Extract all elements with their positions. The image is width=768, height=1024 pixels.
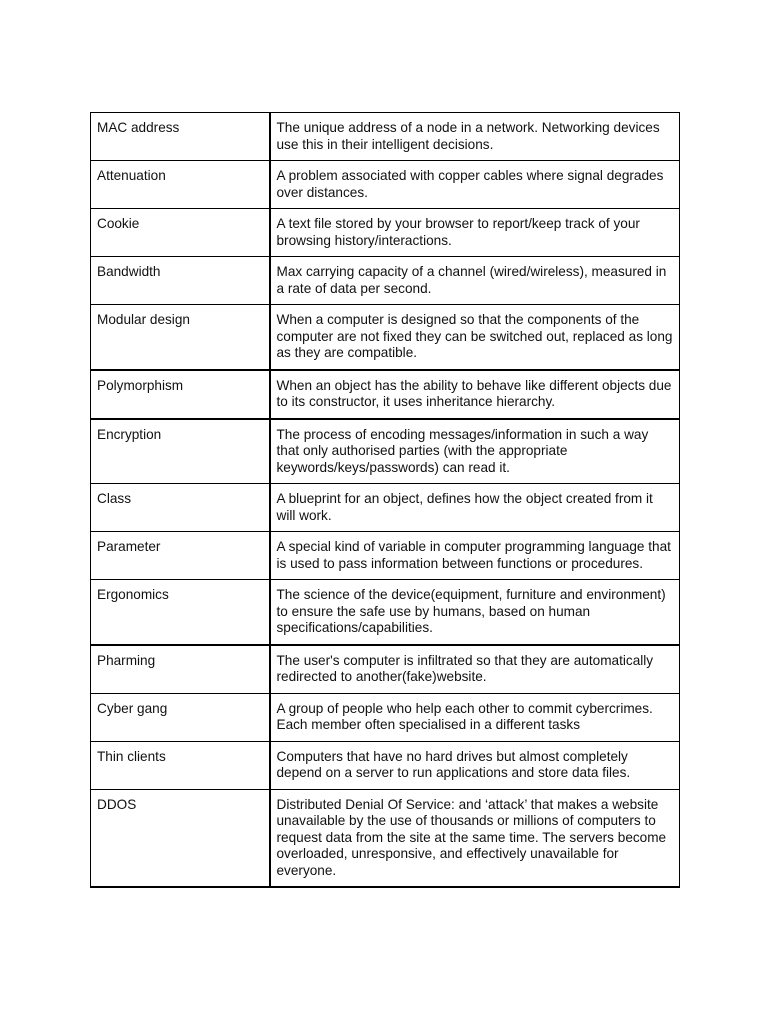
term-cell: Polymorphism — [91, 370, 270, 419]
table-row — [91, 370, 680, 419]
definition-cell: The user's computer is infiltrated so that they are automatically redirected to another(fake)website. — [270, 645, 680, 694]
term-cell: Pharming — [91, 645, 270, 694]
table-row — [91, 693, 680, 741]
definition-cell: When an object has the ability to behave like different objects due to its constructor, it uses inheritance hierarchy. — [270, 370, 680, 419]
term-cell: Cookie — [91, 209, 270, 257]
definition-cell: The unique address of a node in a network. Networking devices use this in their intelligent decisions. — [270, 113, 680, 161]
table-row — [91, 484, 680, 532]
definition-cell: A blueprint for an object, defines how the object created from it will work. — [270, 484, 680, 532]
table-row — [91, 580, 680, 645]
definition-cell: Max carrying capacity of a channel (wired/wireless), measured in a rate of data per second. — [270, 257, 680, 305]
definition-cell: A problem associated with copper cables where signal degrades over distances. — [270, 161, 680, 209]
term-cell: Attenuation — [91, 161, 270, 209]
table-row — [91, 645, 680, 694]
term-cell: Encryption — [91, 419, 270, 484]
definition-cell: A text file stored by your browser to report/keep track of your browsing history/interactions. — [270, 209, 680, 257]
definition-cell: The process of encoding messages/information in such a way that only authorised parties (with the appropriate keywords/keys/passwords) can read it. — [270, 419, 680, 484]
table-row — [91, 419, 680, 484]
table-row — [91, 305, 680, 370]
table-row — [91, 532, 680, 580]
term-cell: Bandwidth — [91, 257, 270, 305]
table-row — [91, 209, 680, 257]
table-row — [91, 741, 680, 789]
definition-cell: Distributed Denial Of Service: and ‘attack’ that makes a website unavailable by the use of thousands or millions of computers to request data from the site at the same time. The servers become overloaded, unresponsive, and effectively unavailable for everyone. — [270, 789, 680, 887]
table-row — [91, 113, 680, 161]
term-cell: Class — [91, 484, 270, 532]
term-cell: Cyber gang — [91, 693, 270, 741]
table-row — [91, 789, 680, 887]
definition-cell: When a computer is designed so that the components of the computer are not fixed they can be switched out, replaced as long as they are compatible. — [270, 305, 680, 370]
table-row — [91, 257, 680, 305]
definition-cell: Computers that have no hard drives but almost completely depend on a server to run applications and store data files. — [270, 741, 680, 789]
term-cell: Thin clients — [91, 741, 270, 789]
term-cell: Modular design — [91, 305, 270, 370]
term-cell: DDOS — [91, 789, 270, 887]
term-cell: Parameter — [91, 532, 270, 580]
definition-cell: A group of people who help each other to commit cybercrimes. Each member often specialised in a different tasks — [270, 693, 680, 741]
glossary-table — [90, 112, 680, 888]
table-row — [91, 161, 680, 209]
definition-cell: A special kind of variable in computer programming language that is used to pass information between functions or procedures. — [270, 532, 680, 580]
term-cell: Ergonomics — [91, 580, 270, 645]
definition-cell: The science of the device(equipment, furniture and environment) to ensure the safe use by humans, based on human specifications/capabilities. — [270, 580, 680, 645]
term-cell: MAC address — [91, 113, 270, 161]
